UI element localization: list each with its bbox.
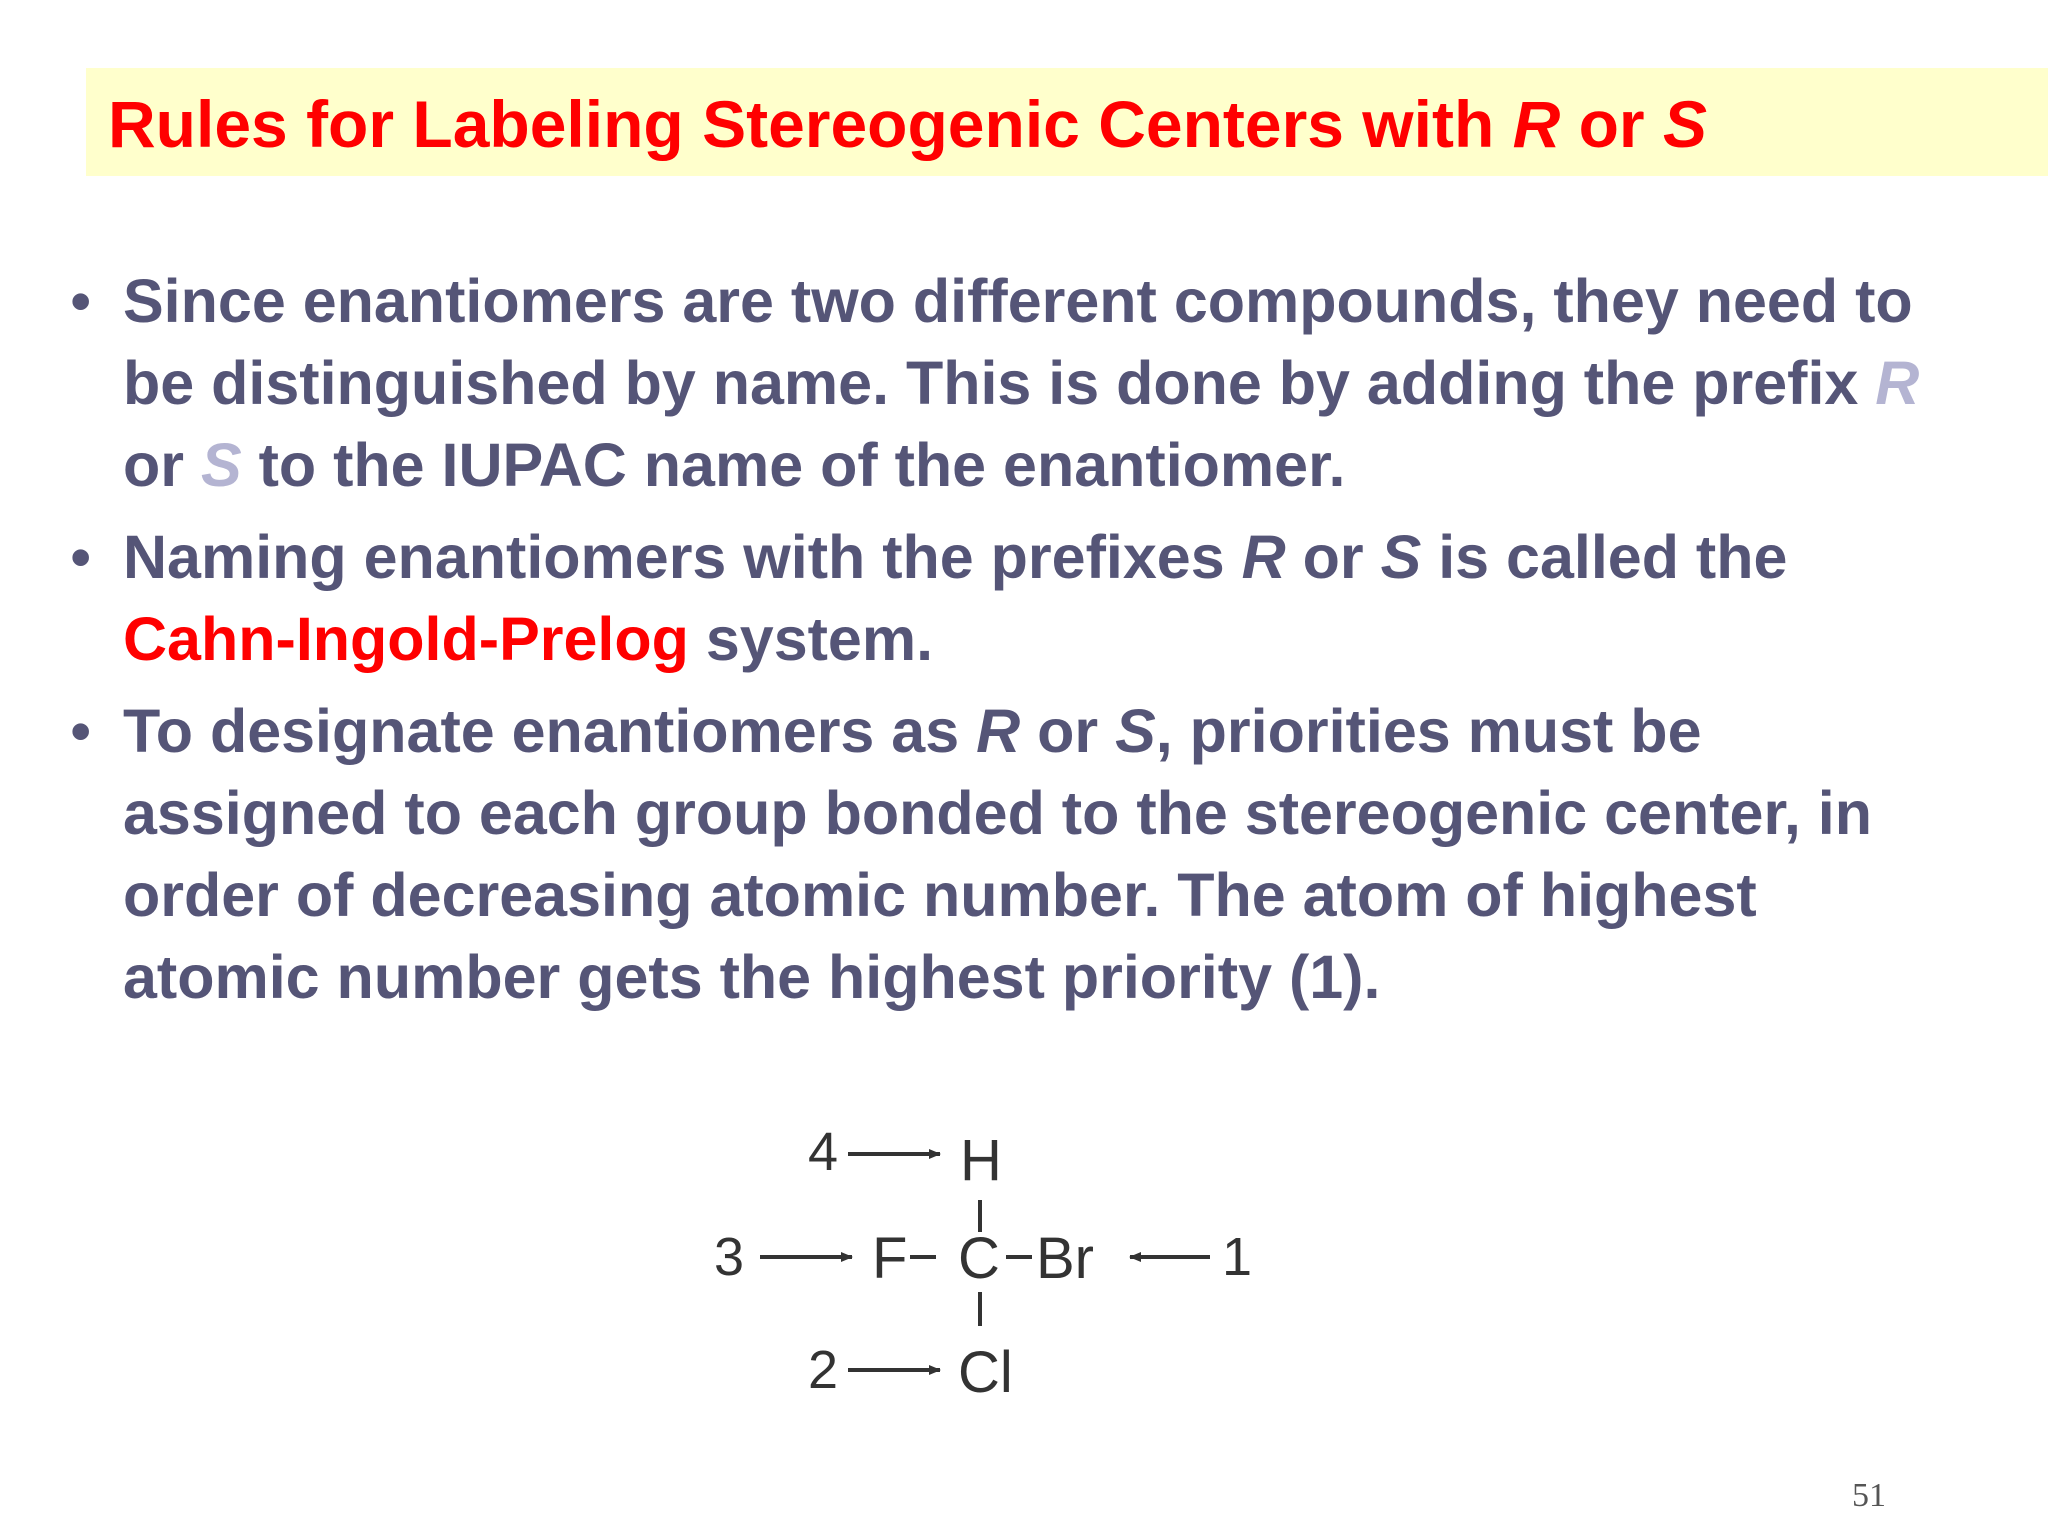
cahn-ingold-prelog-highlight: Cahn-Ingold-Prelog xyxy=(123,605,689,673)
molecule-diagram xyxy=(700,1130,1280,1420)
page-number: 51 xyxy=(1852,1477,1886,1514)
bullet-1-s: S xyxy=(200,431,242,499)
bullet-2-text-c: system. xyxy=(688,605,934,673)
title-or: or xyxy=(1560,87,1663,161)
title-r: R xyxy=(1512,87,1561,161)
bullet-1-r: R xyxy=(1875,349,1920,417)
slide-title xyxy=(108,84,1707,164)
bullet-2-s: S xyxy=(1380,523,1422,591)
bullet-icon: • xyxy=(70,697,92,765)
bullet-item-3 xyxy=(70,690,1970,1018)
bullet-list xyxy=(70,260,1970,1028)
bullet-2-r: R xyxy=(1241,523,1286,591)
bullet-3-or: or xyxy=(1020,697,1116,765)
priority-label-right: 1 xyxy=(1222,1227,1253,1287)
bullet-2-text-b: is called the xyxy=(1421,523,1788,591)
bullet-item-2 xyxy=(70,516,1970,680)
priority-label-left: 3 xyxy=(714,1227,745,1287)
bullet-2-or: or xyxy=(1285,523,1381,591)
priority-label-top: 4 xyxy=(808,1130,839,1182)
bullet-3-text-a: To designate enantiomers as xyxy=(123,697,977,765)
atom-top: H xyxy=(960,1130,1002,1193)
bullet-1-text-a: Since enantiomers are two different compounds, they need to be distinguished by name. This is done by adding the prefix xyxy=(123,267,1913,417)
bullet-icon: • xyxy=(70,523,92,591)
bullet-2-text-a: Naming enantiomers with the prefixes xyxy=(123,523,1242,591)
bullet-3-s: S xyxy=(1115,697,1156,765)
atom-left: F xyxy=(872,1226,908,1291)
bullet-icon: • xyxy=(70,267,92,335)
bullet-1-or: or xyxy=(123,431,201,499)
center-atom: C xyxy=(958,1226,1000,1291)
title-s: S xyxy=(1662,87,1707,161)
bullet-3-r: R xyxy=(976,697,1021,765)
atom-right: Br xyxy=(1036,1226,1094,1291)
priority-label-bottom: 2 xyxy=(808,1340,839,1400)
bullet-3-text-b: , priorities must be assigned to each group bonded to the stereogenic center, in order of decreasing atomic number. The atom of highest atomic number gets the highest priority (1). xyxy=(123,697,1872,1011)
bullet-item-1 xyxy=(70,260,1970,506)
title-text: Rules for Labeling Stereogenic Centers with xyxy=(108,87,1513,161)
atom-bottom: Cl xyxy=(958,1340,1013,1405)
bullet-1-text-b: to the IUPAC name of the enantiomer. xyxy=(241,431,1346,499)
